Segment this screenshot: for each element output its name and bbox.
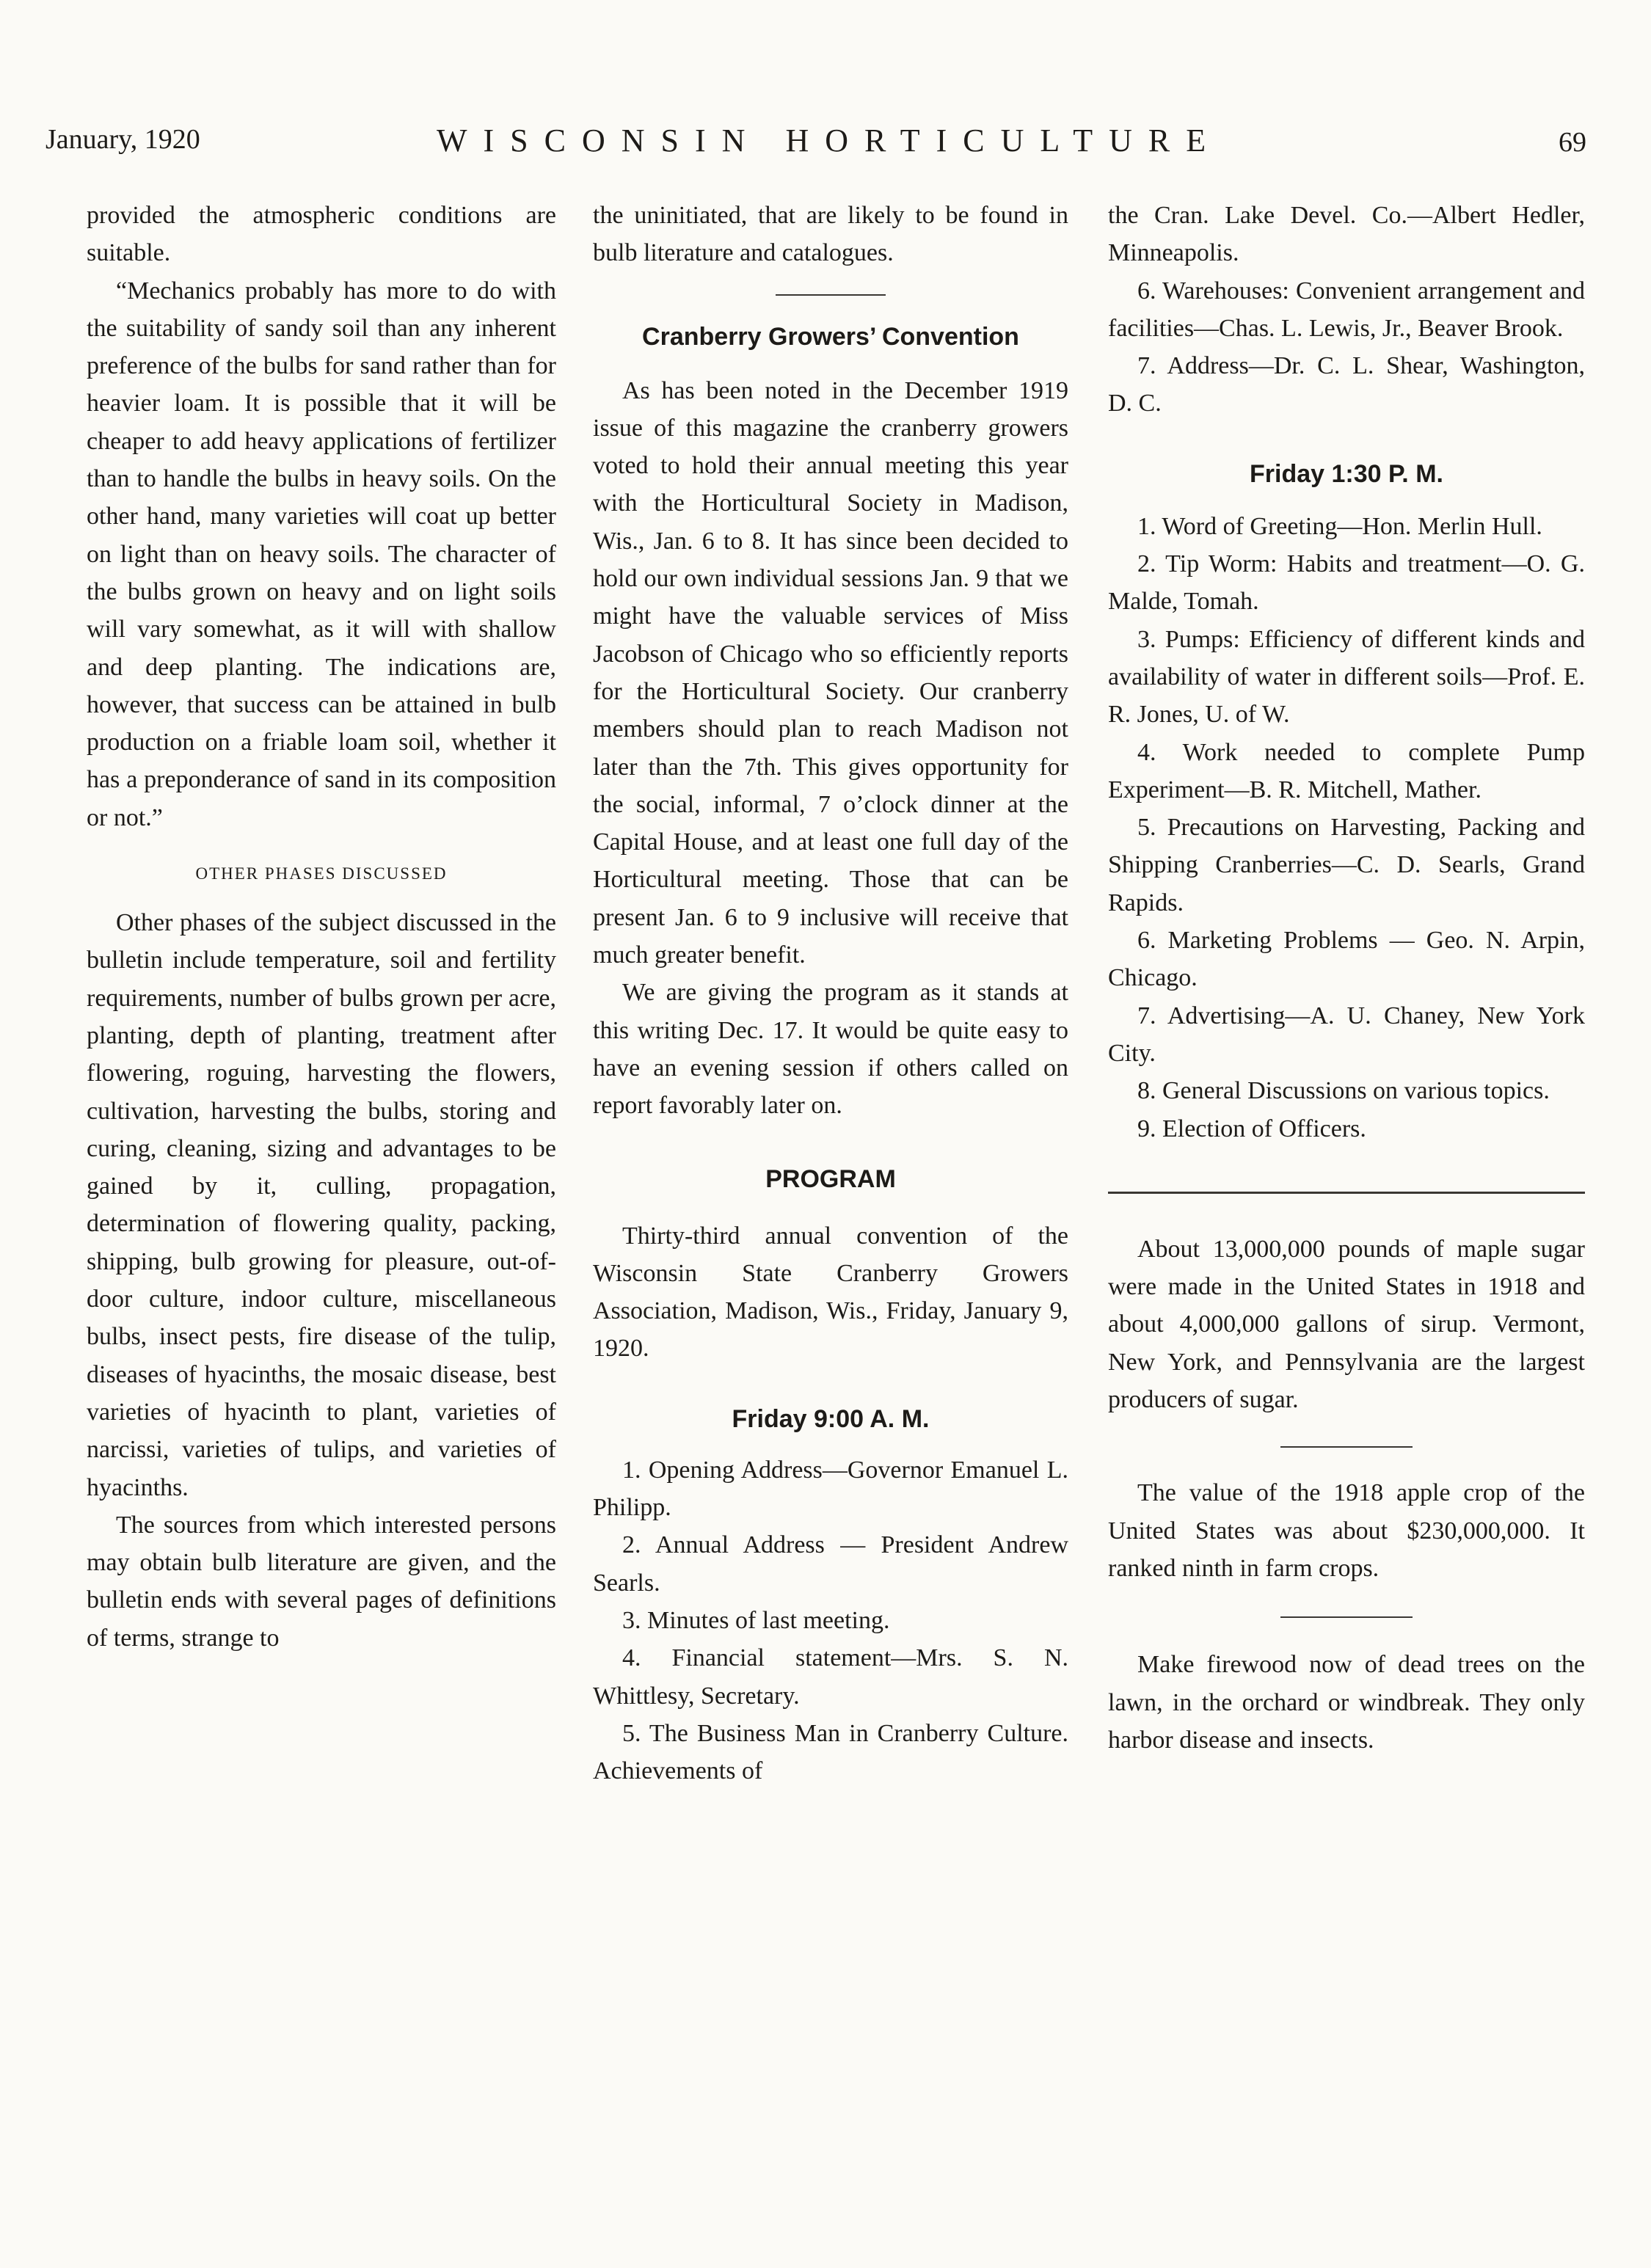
divider xyxy=(1280,1616,1413,1618)
paragraph: Thirty-third annual convention of the Wisconsin State Cranberry Growers Association, Madison, Wis., Friday, January 9, 1920. xyxy=(593,1222,1068,1363)
column-middle xyxy=(593,197,1068,1790)
divider xyxy=(1280,1446,1413,1448)
divider xyxy=(776,294,886,296)
program-item: 6. Marketing Problems — Geo. N. Arpin, Chicago. xyxy=(1108,927,1585,992)
paragraph: the uninitiated, that are likely to be found in bulb literature and catalogues. xyxy=(593,202,1068,267)
paragraph: The sources from which interested persons may obtain bulb literature are given, and the bulletin ends with several pages of definitions of terms, strange to xyxy=(87,1511,556,1652)
program-item: 4. Work needed to complete Pump Experiment—B. R. Mitchell, Mather. xyxy=(1108,738,1585,803)
paragraph: As has been noted in the December 1919 issue of this magazine the cranberry growers voted to hold their annual meeting this year with the Horticultural Society in Madison, Wis., Jan. 6 to 8. It has since been decided to hold our own individual sessions Jan. 9 that we might have the valuable services of Miss Jacobson of Chicago who so efficiently reports for the Horticultural Society. Our cranberry members should plan to reach Madison not later than the 7th. This gives opportunity for the social, informal, 7 o’clock dinner at the Capital House, and at least one full day of the Horticultural meeting. Those that can be present Jan. 6 to 9 inclusive will receive that much greater benefit. xyxy=(593,376,1068,969)
paragraph: the Cran. Lake Devel. Co.—Albert Hedler, Minneapolis. xyxy=(1108,202,1585,267)
page-number: 69 xyxy=(1559,127,1586,158)
session-heading-morning: Friday 9:00 A. M. xyxy=(732,1404,930,1433)
subheading-other-phases: OTHER PHASES DISCUSSED xyxy=(195,864,448,883)
program-item: 3. Minutes of last meeting. xyxy=(622,1606,890,1634)
program-item: 2. Tip Worm: Habits and treatment—O. G. Malde, Tomah. xyxy=(1108,550,1585,616)
program-item: 3. Pumps: Efficiency of different kinds and availability of water in different soils—Prof. E. R. Jones, U. of W. xyxy=(1108,625,1585,729)
program-item: 7. Address—Dr. C. L. Shear, Washington, D. C. xyxy=(1108,352,1585,417)
program-item: 4. Financial statement—Mrs. S. N. Whittlesy, Secretary. xyxy=(593,1644,1068,1710)
program-item: 7. Advertising—A. U. Chaney, New York City. xyxy=(1108,1002,1585,1067)
page-header xyxy=(0,0,1651,169)
journal-title: WISCONSIN HORTICULTURE xyxy=(437,123,1222,158)
paragraph: We are giving the program as it stands at this writing Dec. 17. It would be quite easy to have an evening session if others called on report favorably later on. xyxy=(593,979,1068,1120)
program-heading: PROGRAM xyxy=(765,1164,896,1193)
program-item: 8. General Discussions on various topics. xyxy=(1137,1077,1550,1105)
paragraph: Other phases of the subject discussed in the bulletin include temperature, soil and fertility requirements, number of bulbs grown per acre, planting, depth of planting, treatment after flowering, roguing, harvesting the flowers, cultivation, harvesting the bulbs, storing and curing, cleaning, sizing and advantages to be gained by it, culling, propagation, determination of flowering quality, packing, shipping, bulb growing for pleasure, out-of-door culture, indoor culture, miscellaneous bulbs, insect pests, fire disease of the tulip, diseases of hyacinths, the mosaic disease, best varieties of hyacinth to plant, varieties of narcissi, varieties of tulips, and varieties of hyacinths. xyxy=(87,909,556,1501)
column-left xyxy=(87,197,556,1657)
program-item: 1. Opening Address—Governor Emanuel L. Philipp. xyxy=(593,1456,1068,1522)
note-maple-sugar: About 13,000,000 pounds of maple sugar were made in the United States in 1918 and about 4,000,000 gallons of sirup. Vermont, New York, and Pennsylvania are the largest producers of sugar. xyxy=(1108,1235,1585,1414)
paragraph-quote: “Mechanics probably has more to do with the suitability of sandy soil than any inherent preference of the bulbs for sand rather than for heavier loam. It is possible that it will be cheaper to add heavy applications of fertilizer than to handle the bulbs in heavy soils. On the other hand, many varieties will coat up better on light than on heavy soils. The character of the bulbs grown on heavy and on light soils will vary somewhat, as it will with shallow and deep planting. The indications are, however, that success can be attained in bulb production on a friable loam soil, whether it has a preponderance of sand in its composition or not.” xyxy=(87,277,556,831)
issue-date: January, 1920 xyxy=(45,124,200,155)
article-heading: Cranberry Growers’ Convention xyxy=(642,322,1019,351)
session-heading-afternoon: Friday 1:30 P. M. xyxy=(1250,459,1443,488)
paragraph: provided the atmospheric conditions are suitable. xyxy=(87,202,556,267)
program-item: 2. Annual Address — President Andrew Searls. xyxy=(593,1531,1068,1597)
note-firewood: Make firewood now of dead trees on the lawn, in the orchard or windbreak. They only harbor disease and insects. xyxy=(1108,1651,1585,1754)
column-right xyxy=(1108,197,1585,1759)
program-item: 1. Word of Greeting—Hon. Merlin Hull. xyxy=(1137,512,1542,540)
program-item: 5. The Business Man in Cranberry Culture. Achievements of xyxy=(593,1719,1068,1785)
program-item: 6. Warehouses: Convenient arrangement and facilities—Chas. L. Lewis, Jr., Beaver Brook. xyxy=(1108,277,1585,342)
note-apple-crop: The value of the 1918 apple crop of the United States was about $230,000,000. It ranked ninth in farm crops. xyxy=(1108,1479,1585,1582)
program-item: 5. Precautions on Harvesting, Packing and Shipping Cranberries—C. D. Searls, Grand Rapids. xyxy=(1108,814,1585,916)
divider xyxy=(1108,1192,1585,1194)
program-item: 9. Election of Officers. xyxy=(1137,1115,1366,1142)
